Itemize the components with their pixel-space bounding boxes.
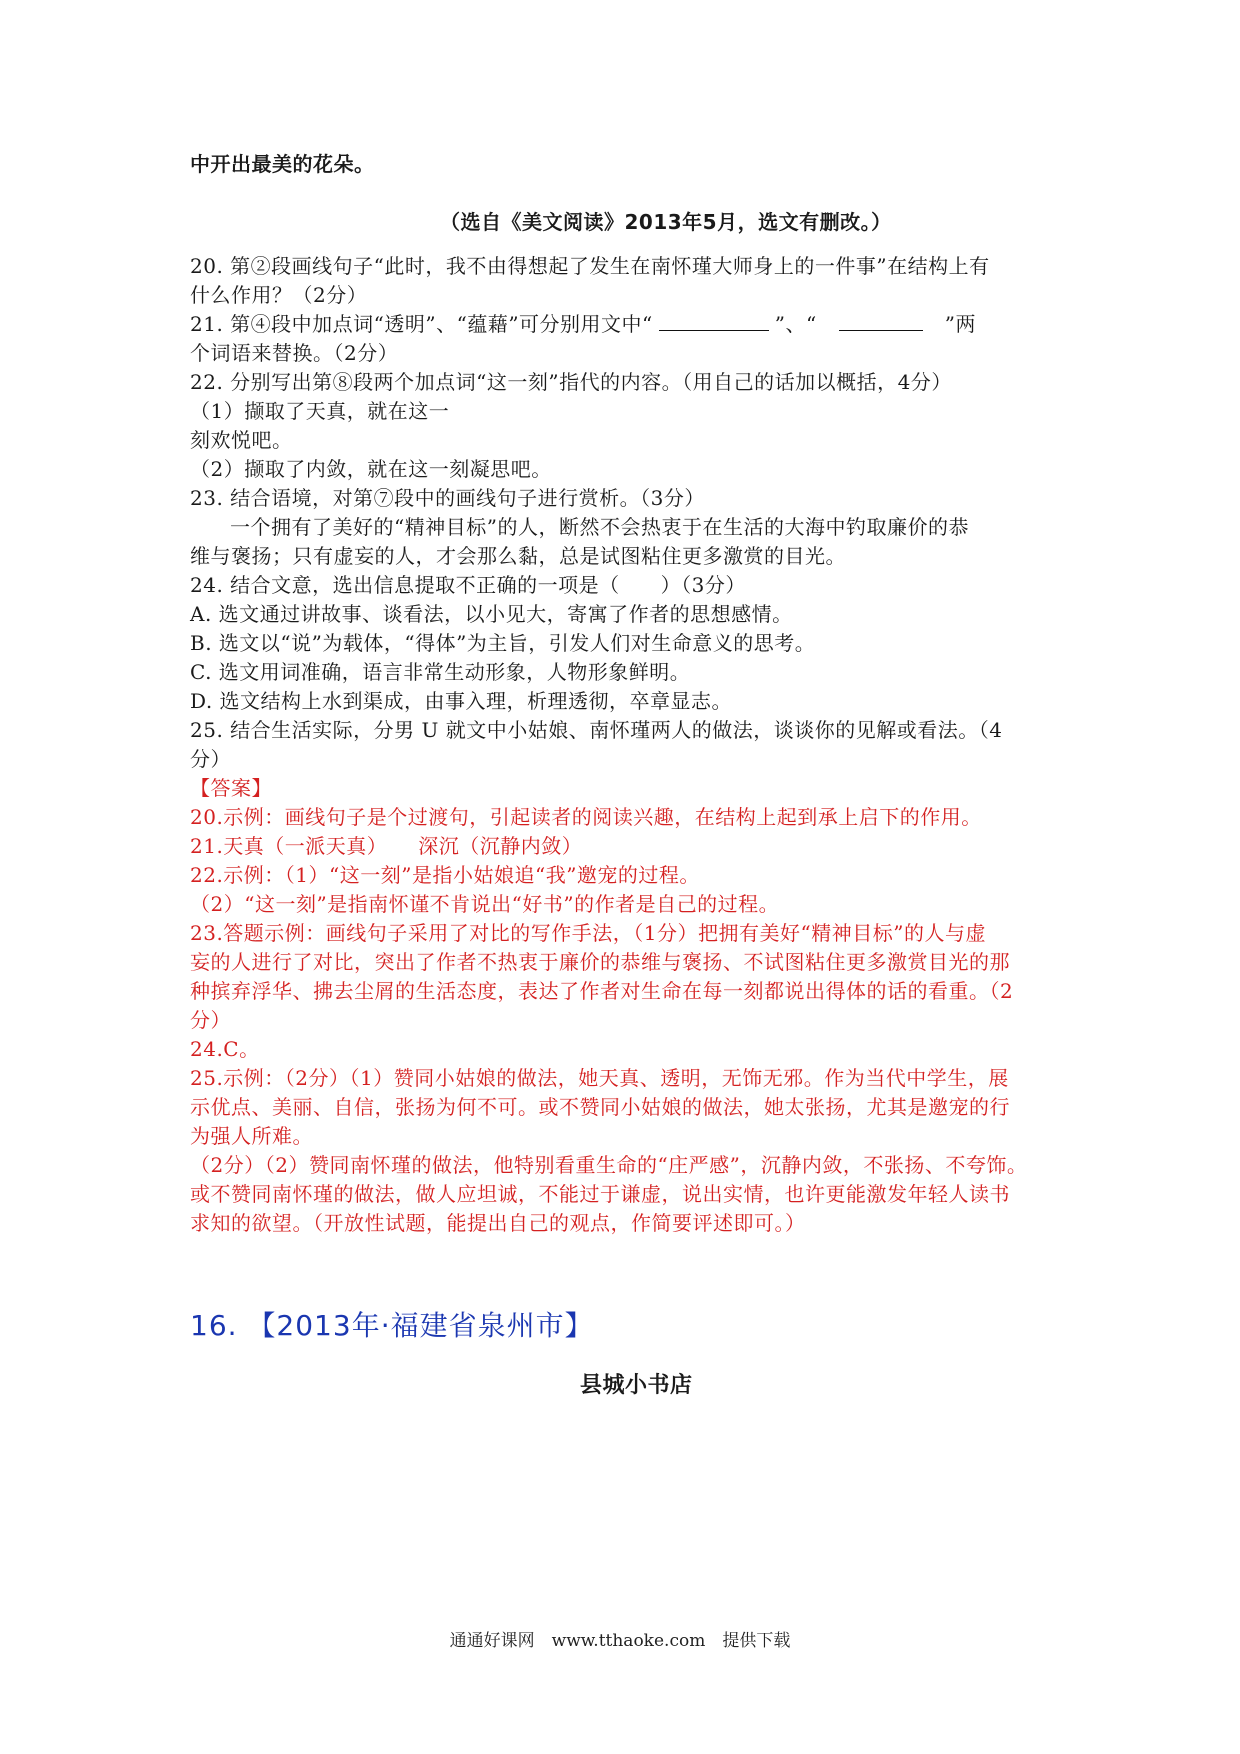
passage-closing: 中开出最美的花朵。 <box>190 152 375 176</box>
answer-25-line6: 求知的欲望。（开放性试题，能提出自己的观点，作简要评述即可。） <box>190 1211 806 1235</box>
q24-option-c: C. 选文用词准确，语言非常生动形象，人物形象鲜明。 <box>190 660 691 684</box>
answer-25-line5: 或不赞同南怀瑾的做法，做人应坦诚，不能过于谦虚，说出实情，也许更能激发年轻人读书 <box>190 1182 1010 1206</box>
answer-25-line3: 为强人所难。 <box>190 1124 313 1148</box>
q20-line1: 20. 第②段画线句子“此时，我不由得想起了发生在南怀瑾大师身上的一件事”在结构上有 <box>190 254 990 278</box>
q21-pre: 21. 第④段中加点词“透明”、“蕴藉”可分别用文中“ <box>190 312 653 336</box>
answer-23-line1: 23.答题示例：画线句子采用了对比的写作手法，（1分）把拥有美好“精神目标”的人与虚 <box>190 921 986 945</box>
answer-23-line4: 分） <box>190 1008 231 1032</box>
answer-25-line4: （2分）（2）赞同南怀瑾的做法，他特别看重生命的“庄严感”，沉静内敛，不张扬、不夸饰。 <box>190 1153 1028 1177</box>
answer-22-line1: 22.示例：（1）“这一刻”是指小姑娘追“我”邀宠的过程。 <box>190 863 700 887</box>
q24-option-d: D. 选文结构上水到渠成，由事入理，析理透彻，卒章显志。 <box>190 689 733 713</box>
q24-stem: 24. 结合文意，选出信息提取不正确的一项是（ ）（3分） <box>190 573 746 597</box>
answer-21: 21.天真（一派天真） 深沉（沉静内敛） <box>190 834 583 858</box>
q24-option-b: B. 选文以“说”为载体，“得体”为主旨，引发人们对生命意义的思考。 <box>190 631 816 655</box>
q20-line2: 什么作用？（2分） <box>190 283 368 307</box>
q25-line1: 25. 结合生活实际，分男 U 就文中小姑娘、南怀瑾两人的做法，谈谈你的见解或看法。（4 <box>190 718 1003 742</box>
q21-mid: ”、“ <box>774 312 817 336</box>
q21-line1 <box>190 310 976 338</box>
q25-line2: 分） <box>190 747 231 771</box>
answer-20: 20.示例：画线句子是个过渡句，引起读者的阅读兴趣，在结构上起到承上启下的作用。 <box>190 805 982 829</box>
q24-option-a: A. 选文通过讲故事、谈看法，以小见大，寄寓了作者的思想感情。 <box>190 602 793 626</box>
answer-blank-2[interactable] <box>839 310 923 331</box>
answer-blank-1[interactable] <box>659 310 769 331</box>
q23-quote-line1: 一个拥有了美好的“精神目标”的人，断然不会热衷于在生活的大海中钓取廉价的恭 <box>230 515 969 539</box>
answer-23-line3: 种摈弃浮华、拂去尘屑的生活态度，表达了作者对生命在每一刻都说出得体的话的看重。（2 <box>190 979 1014 1003</box>
q21-line2: 个词语来替换。（2分） <box>190 341 399 365</box>
q22-line3: 刻欢悦吧。 <box>190 428 293 452</box>
answer-label: 【答案】 <box>190 776 272 800</box>
q22-line2: （1）撷取了天真，就在这一 <box>190 399 450 423</box>
article-title: 县城小书店 <box>580 1373 693 1398</box>
q23-line1: 23. 结合语境，对第⑦段中的画线句子进行赏析。（3分） <box>190 486 705 510</box>
passage-source: （选自《美文阅读》2013年5月，选文有删改。） <box>440 210 892 234</box>
section-heading: 16. 【2013年·福建省泉州市】 <box>190 1309 594 1342</box>
answer-25-line1: 25.示例：（2分）（1）赞同小姑娘的做法，她天真、透明，无饰无邪。作为当代中学生，展 <box>190 1066 1009 1090</box>
q22-line1: 22. 分别写出第⑧段两个加点词“这一刻”指代的内容。（用自己的话加以概括，4分） <box>190 370 952 394</box>
answer-25-line2: 示优点、美丽、自信，张扬为何不可。或不赞同小姑娘的做法，她太张扬，尤其是邀宠的行 <box>190 1095 1010 1119</box>
answer-23-line2: 妄的人进行了对比，突出了作者不热衷于廉价的恭维与褒扬、不试图粘住更多激赏目光的那 <box>190 950 1010 974</box>
answer-22-line2: （2）“这一刻”是指南怀谨不肯说出“好书”的作者是自己的过程。 <box>190 892 780 916</box>
q21-post: ”两 <box>944 312 976 336</box>
q23-quote-line2: 维与褒扬；只有虚妄的人，才会那么黏，总是试图粘住更多激赏的目光。 <box>190 544 846 568</box>
q22-line4: （2）撷取了内敛，就在这一刻凝思吧。 <box>190 457 552 481</box>
page-footer: 通通好课网 www.tthaoke.com 提供下载 <box>449 1631 791 1651</box>
answer-24: 24.C。 <box>190 1037 260 1061</box>
